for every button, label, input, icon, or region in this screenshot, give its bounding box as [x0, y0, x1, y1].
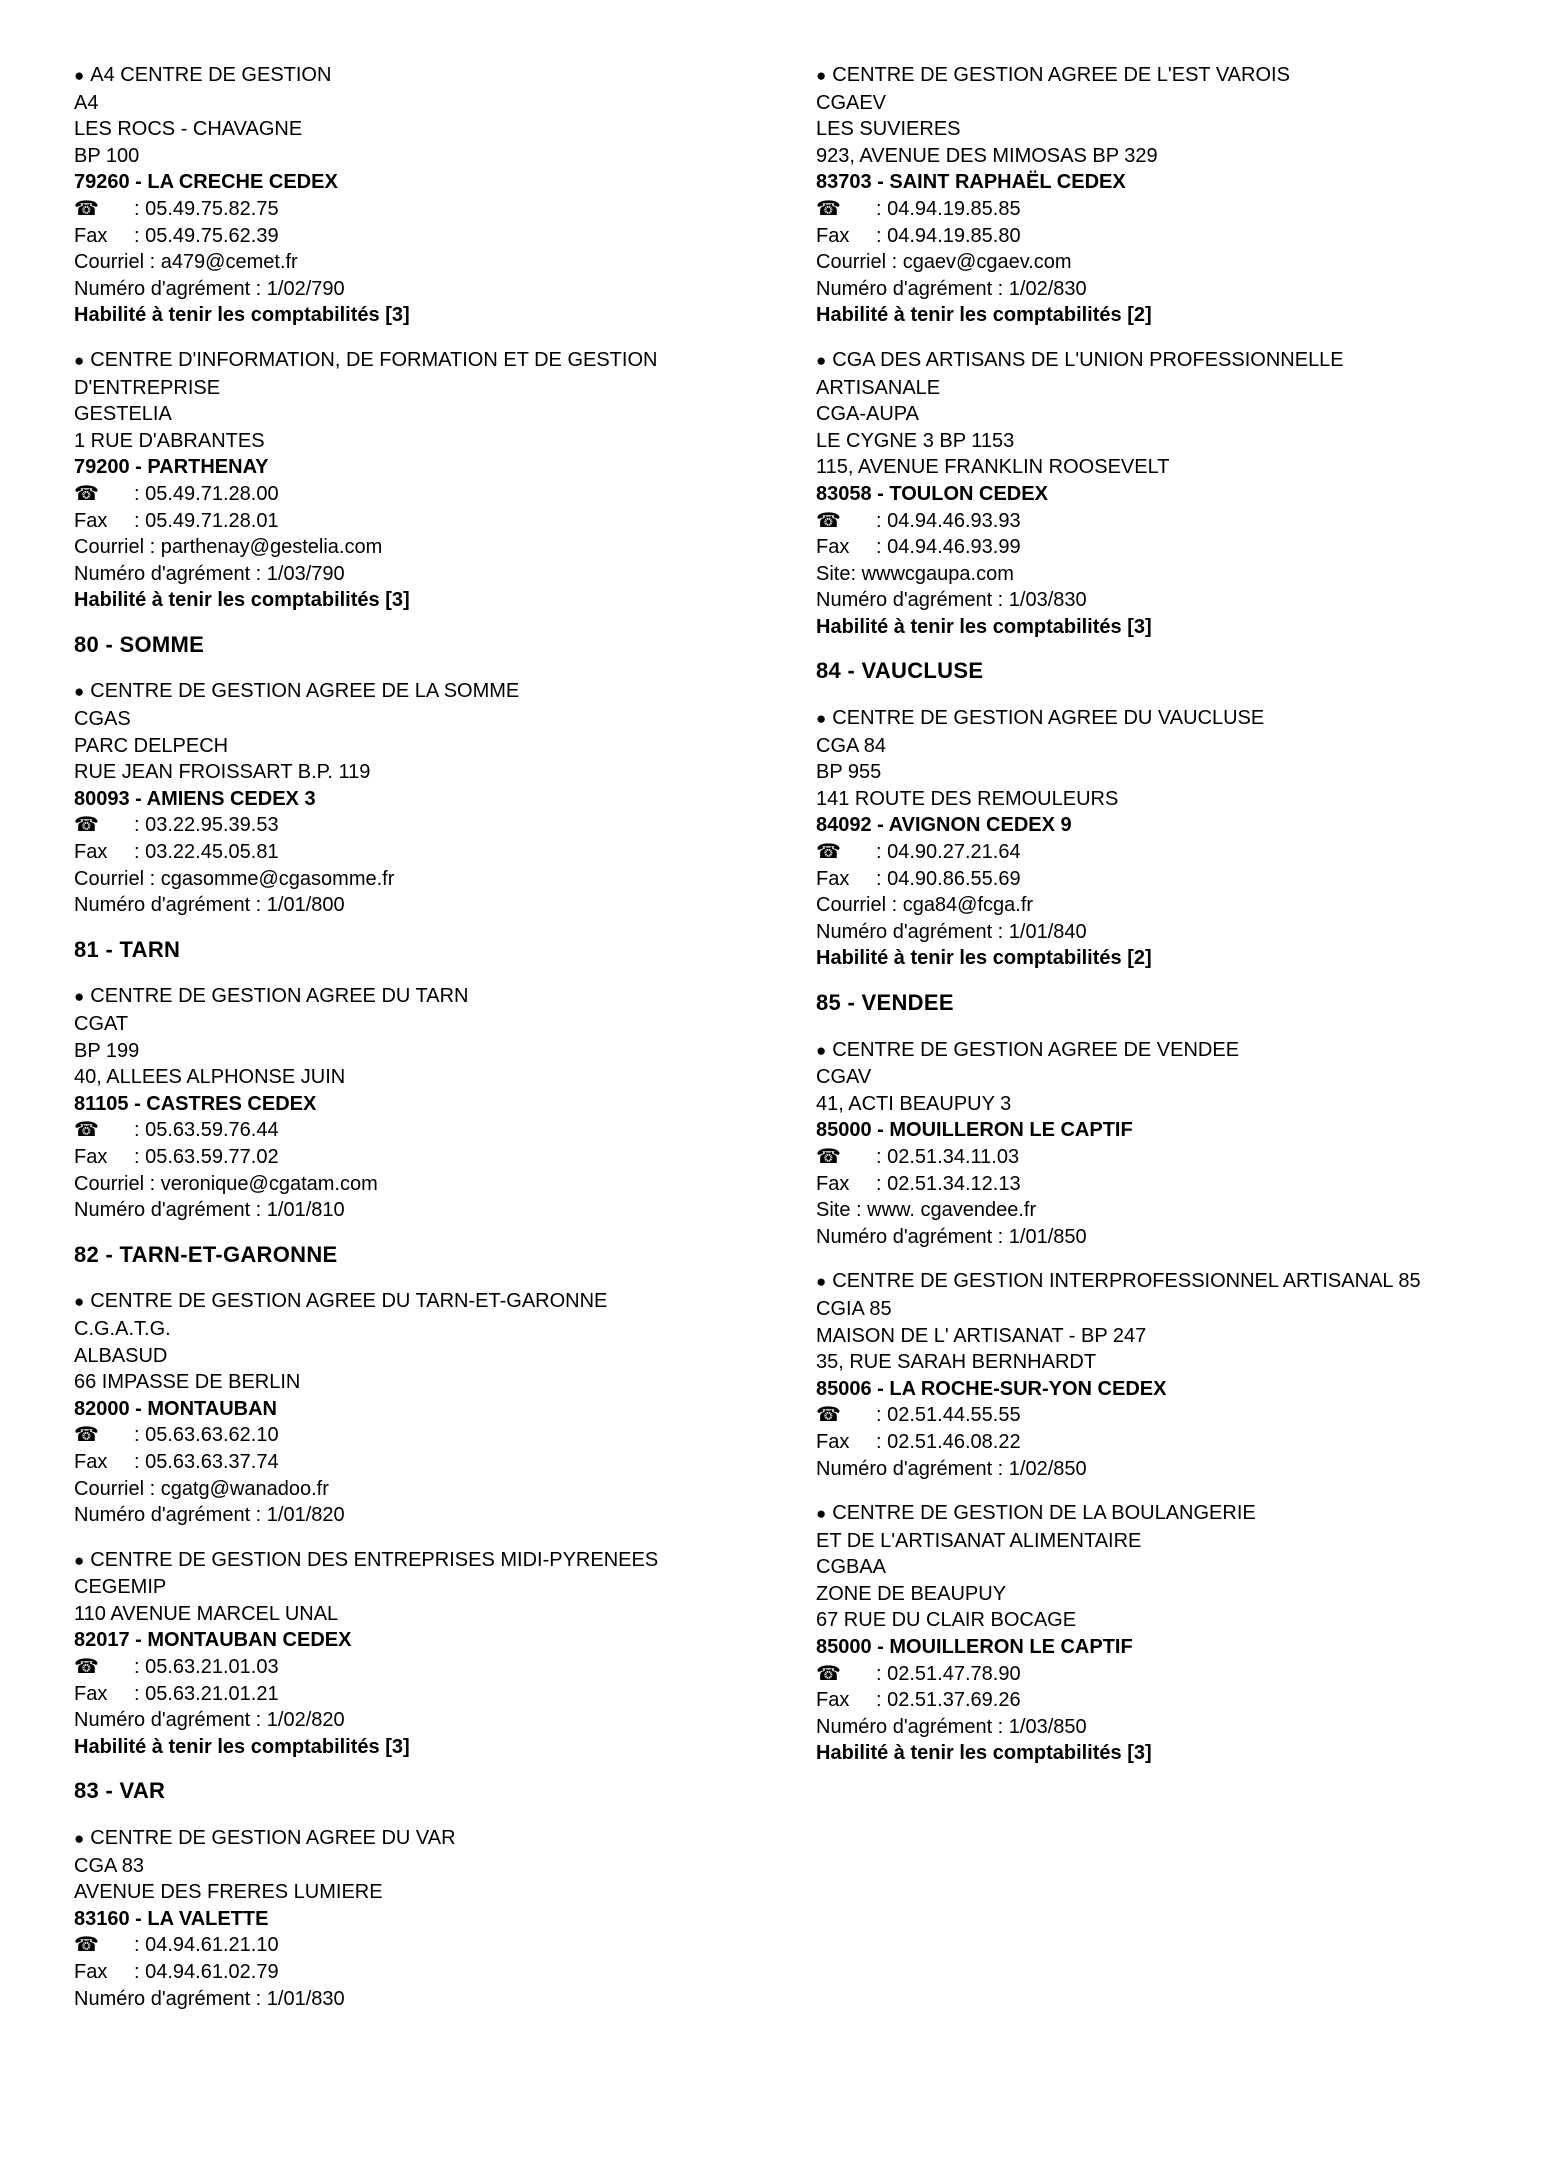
telephone-icon: ☎ [74, 1119, 99, 1142]
info-line: Numéro d'agrément : 1/02/820 [74, 1709, 345, 1732]
directory-entry [74, 1288, 774, 1528]
entry-name: ● CENTRE DE GESTION DE LA BOULANGERIE [816, 1500, 1536, 1528]
address-line: C.G.A.T.G. [74, 1317, 171, 1340]
telephone-icon: ☎ [816, 197, 841, 220]
fax-number: : 05.63.59.77.02 [134, 1145, 279, 1168]
address-line: BP 100 [74, 144, 140, 167]
directory-entry [74, 1825, 774, 2012]
fax-label: Fax [816, 1689, 850, 1712]
phone-row [74, 481, 774, 508]
entry-name: ● A4 CENTRE DE GESTION [74, 62, 774, 90]
habilite-note: Habilité à tenir les comptabilités [3] [74, 589, 410, 612]
phone-number: : 05.49.75.82.75 [134, 197, 279, 220]
phone-number: : 04.94.19.85.85 [876, 197, 1021, 220]
address-line: CGA-AUPA [816, 403, 919, 426]
info-line: Numéro d'agrément : 1/01/800 [74, 894, 345, 917]
info-line: Courriel : veronique@cgatam.com [74, 1172, 378, 1195]
telephone-icon: ☎ [74, 814, 99, 837]
city-postcode: 83160 - LA VALETTE [74, 1907, 269, 1930]
city-postcode: 83703 - SAINT RAPHAËL CEDEX [816, 171, 1126, 194]
info-line: Numéro d'agrément : 1/03/830 [816, 589, 1087, 612]
city-postcode: 82017 - MONTAUBAN CEDEX [74, 1629, 352, 1652]
section-heading: 84 - VAUCLUSE [816, 658, 984, 684]
entry-name: ● CENTRE DE GESTION DES ENTREPRISES MIDI-PYRENEES [74, 1547, 774, 1575]
phone-number: : 05.49.71.28.00 [134, 482, 279, 505]
section-heading: 81 - TARN [74, 936, 181, 962]
habilite-note: Habilité à tenir les comptabilités [3] [816, 1742, 1152, 1765]
directory-entry [816, 1268, 1536, 1482]
directory-entry [74, 347, 774, 614]
info-line: Numéro d'agrément : 1/02/830 [816, 277, 1087, 300]
telephone-icon: ☎ [816, 1404, 841, 1427]
fax-number: : 04.90.86.55.69 [876, 867, 1021, 890]
phone-row [816, 1144, 1536, 1171]
address-line: ALBASUD [74, 1344, 168, 1367]
fax-label: Fax [74, 224, 108, 247]
fax-number: : 04.94.46.93.99 [876, 536, 1021, 559]
info-line: Numéro d'agrément : 1/01/850 [816, 1225, 1087, 1248]
address-line: CGBAA [816, 1556, 887, 1579]
address-line: BP 955 [816, 761, 882, 784]
fax-row [74, 508, 774, 535]
entry-name: ● CENTRE DE GESTION AGREE DU VAUCLUSE [816, 705, 1536, 733]
entry-name: ● CENTRE DE GESTION AGREE DE LA SOMME [74, 678, 774, 706]
info-line: Site: wwwcgaupa.com [816, 562, 1014, 585]
address-line: CGAV [816, 1066, 872, 1089]
fax-row [74, 1959, 774, 1986]
address-line: 923, AVENUE DES MIMOSAS BP 329 [816, 144, 1158, 167]
address-line: CGAEV [816, 91, 887, 114]
info-line: Courriel : cga84@fcga.fr [816, 894, 1034, 917]
fax-label: Fax [816, 1172, 850, 1195]
telephone-icon: ☎ [74, 1934, 99, 1957]
right-column [816, 62, 1536, 1785]
phone-row [816, 1661, 1536, 1688]
section-heading: 83 - VAR [74, 1778, 166, 1804]
fax-label: Fax [74, 1961, 108, 1983]
city-postcode: 79260 - LA CRECHE CEDEX [74, 171, 338, 194]
telephone-icon: ☎ [816, 1145, 841, 1168]
address-line: 141 ROUTE DES REMOULEURS [816, 787, 1119, 810]
telephone-icon: ☎ [74, 1424, 99, 1447]
address-line: ARTISANALE [816, 376, 941, 399]
fax-row [816, 866, 1536, 893]
fax-number: : 04.94.19.85.80 [876, 224, 1021, 247]
phone-row [816, 508, 1536, 535]
telephone-icon: ☎ [816, 841, 841, 864]
address-line: 40, ALLEES ALPHONSE JUIN [74, 1066, 346, 1089]
fax-label: Fax [816, 1430, 850, 1453]
phone-number: : 05.63.21.01.03 [134, 1656, 279, 1679]
address-line: 66 IMPASSE DE BERLIN [74, 1371, 301, 1394]
info-line: Numéro d'agrément : 1/01/810 [74, 1199, 345, 1222]
phone-number: : 04.94.61.21.10 [134, 1934, 279, 1957]
address-line: CGAS [74, 708, 131, 731]
telephone-icon: ☎ [816, 1662, 841, 1685]
city-postcode: 79200 - PARTHENAY [74, 456, 269, 479]
phone-number: : 04.94.46.93.93 [876, 509, 1021, 532]
phone-row [74, 1422, 774, 1449]
fax-label: Fax [816, 224, 850, 247]
fax-row [74, 1449, 774, 1476]
address-line: CGA 84 [816, 734, 887, 757]
phone-number: : 05.63.59.76.44 [134, 1119, 279, 1142]
info-line: Numéro d'agrément : 1/02/790 [74, 277, 345, 300]
fax-number: : 05.49.75.62.39 [134, 224, 279, 247]
address-line: 35, RUE SARAH BERNHARDT [816, 1351, 1097, 1374]
address-line: D'ENTREPRISE [74, 376, 221, 399]
fax-row [74, 223, 774, 250]
section-heading: 82 - TARN-ET-GARONNE [74, 1241, 338, 1267]
fax-row [74, 1144, 774, 1171]
phone-row [816, 839, 1536, 866]
info-line: Numéro d'agrément : 1/03/850 [816, 1715, 1087, 1738]
info-line: Numéro d'agrément : 1/01/820 [74, 1504, 345, 1527]
entry-name: ● CENTRE DE GESTION INTERPROFESSIONNEL ARTISANAL 85 [816, 1268, 1536, 1296]
fax-row [816, 1171, 1536, 1198]
fax-row [74, 839, 774, 866]
address-line: CGAT [74, 1013, 129, 1035]
info-line: Numéro d'agrément : 1/01/830 [74, 1987, 345, 2010]
address-line: BP 199 [74, 1039, 140, 1062]
info-line: Courriel : cgatg@wanadoo.fr [74, 1477, 329, 1500]
address-line: 1 RUE D'ABRANTES [74, 429, 265, 452]
directory-entry [816, 347, 1536, 641]
info-line: Courriel : a479@cemet.fr [74, 251, 298, 274]
phone-number: : 02.51.44.55.55 [876, 1404, 1021, 1427]
phone-row [74, 1932, 774, 1959]
address-line: ZONE DE BEAUPUY [816, 1582, 1007, 1605]
entry-name: ● CENTRE DE GESTION AGREE DU VAR [74, 1825, 774, 1853]
fax-row [816, 1687, 1536, 1714]
fax-label: Fax [74, 1682, 108, 1705]
left-column [74, 62, 774, 2030]
fax-row [816, 534, 1536, 561]
city-postcode: 85000 - MOUILLERON LE CAPTIF [816, 1636, 1133, 1659]
info-line: Numéro d'agrément : 1/03/790 [74, 562, 345, 585]
phone-row [816, 196, 1536, 223]
address-line: PARC DELPECH [74, 734, 229, 757]
fax-number: : 05.63.63.37.74 [134, 1450, 279, 1473]
directory-entry [816, 705, 1536, 972]
address-line: MAISON DE L' ARTISANAT - BP 247 [816, 1324, 1147, 1347]
telephone-icon: ☎ [74, 197, 99, 220]
city-postcode: 83058 - TOULON CEDEX [816, 482, 1048, 505]
directory-entry [74, 1547, 774, 1761]
address-line: 115, AVENUE FRANKLIN ROOSEVELT [816, 456, 1170, 479]
address-line: LE CYGNE 3 BP 1153 [816, 429, 1015, 452]
address-line: CEGEMIP [74, 1576, 167, 1599]
phone-row [74, 1117, 774, 1144]
address-line: 41, ACTI BEAUPUY 3 [816, 1092, 1012, 1115]
info-line: Numéro d'agrément : 1/02/850 [816, 1457, 1087, 1480]
habilite-note: Habilité à tenir les comptabilités [2] [816, 304, 1152, 327]
fax-number: : 05.63.21.01.21 [134, 1682, 279, 1705]
entry-name: ● CGA DES ARTISANS DE L'UNION PROFESSIONNELLE [816, 347, 1536, 375]
fax-number: : 02.51.34.12.13 [876, 1172, 1021, 1195]
telephone-icon: ☎ [816, 509, 841, 532]
address-line: CGA 83 [74, 1854, 145, 1877]
directory-entry [816, 1037, 1536, 1251]
habilite-note: Habilité à tenir les comptabilités [3] [74, 1735, 410, 1758]
info-line: Numéro d'agrément : 1/01/840 [816, 920, 1087, 943]
directory-entry [816, 1500, 1536, 1767]
fax-number: : 03.22.45.05.81 [134, 841, 279, 864]
address-line: ET DE L'ARTISANAT ALIMENTAIRE [816, 1529, 1142, 1552]
fax-row [74, 1681, 774, 1708]
phone-number: : 05.63.63.62.10 [134, 1424, 279, 1447]
fax-number: : 05.49.71.28.01 [134, 509, 279, 532]
phone-number: : 03.22.95.39.53 [134, 814, 279, 837]
city-postcode: 85006 - LA ROCHE-SUR-YON CEDEX [816, 1377, 1167, 1400]
habilite-note: Habilité à tenir les comptabilités [2] [816, 947, 1152, 970]
fax-label: Fax [816, 867, 850, 890]
phone-number: : 02.51.34.11.03 [876, 1145, 1020, 1168]
fax-label: Fax [74, 1145, 108, 1168]
phone-row [74, 812, 774, 839]
city-postcode: 82000 - MONTAUBAN [74, 1397, 277, 1420]
habilite-note: Habilité à tenir les comptabilités [3] [816, 615, 1152, 638]
habilite-note: Habilité à tenir les comptabilités [3] [74, 304, 410, 327]
fax-row [816, 223, 1536, 250]
address-line: 110 AVENUE MARCEL UNAL [74, 1602, 339, 1625]
directory-entry [74, 983, 774, 1223]
fax-row [816, 1429, 1536, 1456]
fax-label: Fax [74, 509, 108, 532]
address-line: A4 [74, 91, 99, 114]
fax-label: Fax [816, 536, 850, 559]
fax-number: : 02.51.37.69.26 [876, 1689, 1021, 1712]
entry-name: ● CENTRE DE GESTION AGREE DU TARN-ET-GARONNE [74, 1288, 774, 1316]
info-line: Courriel : cgasomme@cgasomme.fr [74, 867, 395, 890]
city-postcode: 80093 - AMIENS CEDEX 3 [74, 787, 316, 810]
directory-entry [74, 62, 774, 329]
entry-name: ● CENTRE D'INFORMATION, DE FORMATION ET DE GESTION [74, 347, 774, 375]
city-postcode: 85000 - MOUILLERON LE CAPTIF [816, 1119, 1133, 1142]
phone-row [74, 1654, 774, 1681]
city-postcode: 84092 - AVIGNON CEDEX 9 [816, 814, 1072, 837]
directory-entry [816, 62, 1536, 329]
phone-row [74, 196, 774, 223]
info-line: Courriel : cgaev@cgaev.com [816, 251, 1072, 274]
fax-number: : 02.51.46.08.22 [876, 1430, 1021, 1453]
telephone-icon: ☎ [74, 1656, 99, 1679]
phone-number: : 02.51.47.78.90 [876, 1662, 1021, 1685]
directory-entry [74, 678, 774, 918]
city-postcode: 81105 - CASTRES CEDEX [74, 1092, 317, 1115]
entry-name: ● CENTRE DE GESTION AGREE DE L'EST VAROIS [816, 62, 1536, 90]
phone-number: : 04.90.27.21.64 [876, 841, 1021, 864]
entry-name: ● CENTRE DE GESTION AGREE DE VENDEE [816, 1037, 1536, 1065]
address-line: GESTELIA [74, 403, 172, 426]
phone-row [816, 1402, 1536, 1429]
telephone-icon: ☎ [74, 482, 99, 505]
entry-name: ● CENTRE DE GESTION AGREE DU TARN [74, 983, 774, 1011]
address-line: RUE JEAN FROISSART B.P. 119 [74, 761, 371, 784]
fax-label: Fax [74, 841, 108, 864]
fax-number: : 04.94.61.02.79 [134, 1961, 279, 1983]
info-line: Site : www. cgavendee.fr [816, 1199, 1037, 1222]
address-line: CGIA 85 [816, 1297, 892, 1320]
info-line: Courriel : parthenay@gestelia.com [74, 536, 383, 559]
fax-label: Fax [74, 1450, 108, 1473]
address-line: LES SUVIERES [816, 118, 961, 141]
address-line: AVENUE DES FRERES LUMIERE [74, 1881, 383, 1904]
section-heading: 80 - SOMME [74, 631, 205, 657]
address-line: 67 RUE DU CLAIR BOCAGE [816, 1609, 1077, 1632]
address-line: LES ROCS - CHAVAGNE [74, 118, 303, 141]
section-heading: 85 - VENDEE [816, 990, 954, 1015]
